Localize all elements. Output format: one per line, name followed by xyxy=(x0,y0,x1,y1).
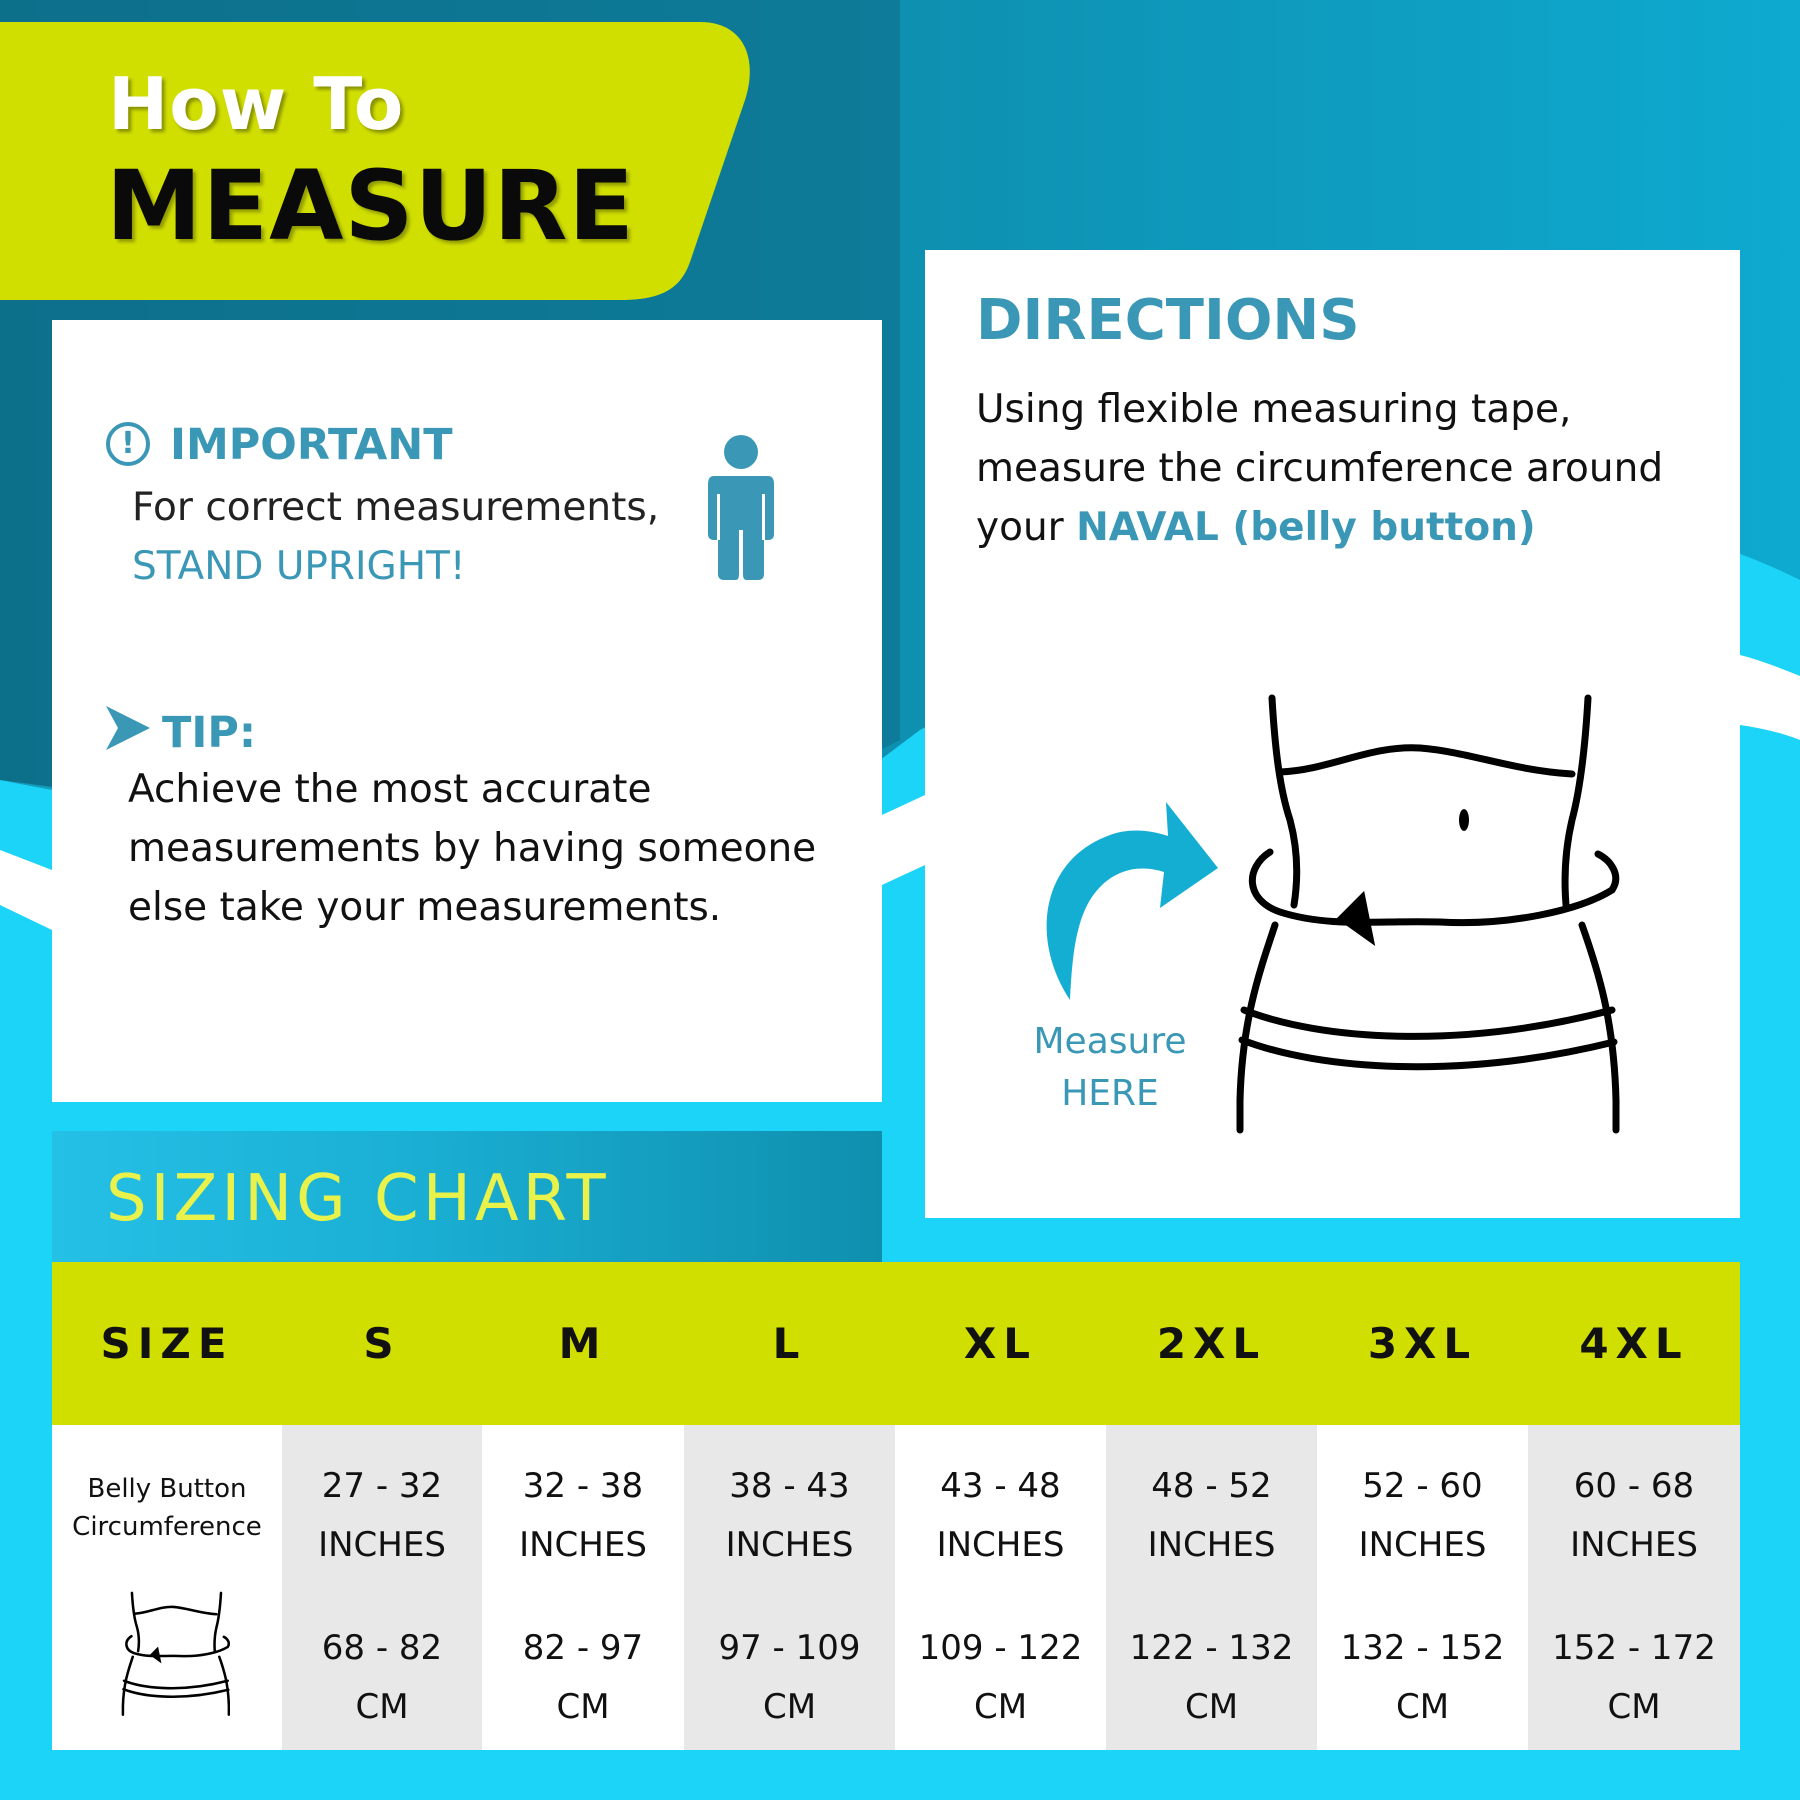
size-header-2xl: 2XL xyxy=(1156,1319,1267,1368)
directions-line-3: your NAVAL (belly button) xyxy=(976,505,1536,550)
title-measure: MEASURE xyxy=(106,150,635,262)
tip-line: else take your measurements. xyxy=(128,885,722,930)
size-header-label: SIZE xyxy=(100,1319,234,1368)
size-table-header xyxy=(52,1262,1740,1425)
size-column-s: 27 - 32 INCHES 68 - 82 CM xyxy=(282,1425,482,1750)
directions-line-1: Using flexible measuring tape, xyxy=(976,387,1572,432)
exclamation-circle-icon: ! xyxy=(106,422,150,466)
directions-line-2: measure the circumference around xyxy=(976,446,1664,491)
sizing-chart-title: SIZING CHART xyxy=(106,1162,610,1236)
size-header-s: S xyxy=(363,1319,401,1368)
important-body xyxy=(132,478,659,596)
important-line-1: For correct measurements, xyxy=(132,485,660,530)
size-column-l: 38 - 43 INCHES 97 - 109 CM xyxy=(684,1425,895,1750)
title-how-to: How To xyxy=(108,62,405,146)
standing-person-icon xyxy=(706,434,776,582)
size-header-xl: XL xyxy=(963,1319,1038,1368)
size-header-3xl: 3XL xyxy=(1367,1319,1478,1368)
row-label-cell xyxy=(52,1425,282,1750)
size-table-body xyxy=(52,1425,1740,1750)
size-column-4xl: 60 - 68 INCHES 152 - 172 CM xyxy=(1528,1425,1740,1750)
waist-measure-mini-icon xyxy=(106,1583,230,1725)
directions-body xyxy=(976,380,1663,557)
waist-measure-torso-illustration xyxy=(1180,690,1620,1140)
size-header-l: L xyxy=(772,1319,807,1368)
size-column-3xl: 52 - 60 INCHES 132 - 152 CM xyxy=(1340,1466,1505,1727)
tip-line: Achieve the most accurate xyxy=(128,767,652,812)
important-line-2: STAND UPRIGHT! xyxy=(132,544,466,589)
size-header-m: M xyxy=(558,1319,608,1368)
chevron-right-icon xyxy=(104,704,152,752)
tip-body xyxy=(128,760,816,937)
size-column-2xl: 48 - 52 INCHES 122 - 132 CM xyxy=(1106,1425,1317,1750)
measure-here-label: Measure HERE xyxy=(1033,1021,1187,1114)
row-label: Belly Button Circumference xyxy=(72,1474,262,1542)
size-column-m: 32 - 38 INCHES 82 - 97 CM xyxy=(519,1466,647,1727)
size-header-4xl: 4XL xyxy=(1579,1319,1689,1368)
naval-highlight: NAVAL (belly button) xyxy=(1076,505,1536,550)
tip-line: measurements by having someone xyxy=(128,826,817,871)
directions-heading: DIRECTIONS xyxy=(976,288,1360,353)
important-heading: IMPORTANT xyxy=(170,420,453,470)
size-column-xl: 43 - 48 INCHES 109 - 122 CM xyxy=(918,1466,1083,1727)
tip-heading: TIP: xyxy=(162,708,257,758)
